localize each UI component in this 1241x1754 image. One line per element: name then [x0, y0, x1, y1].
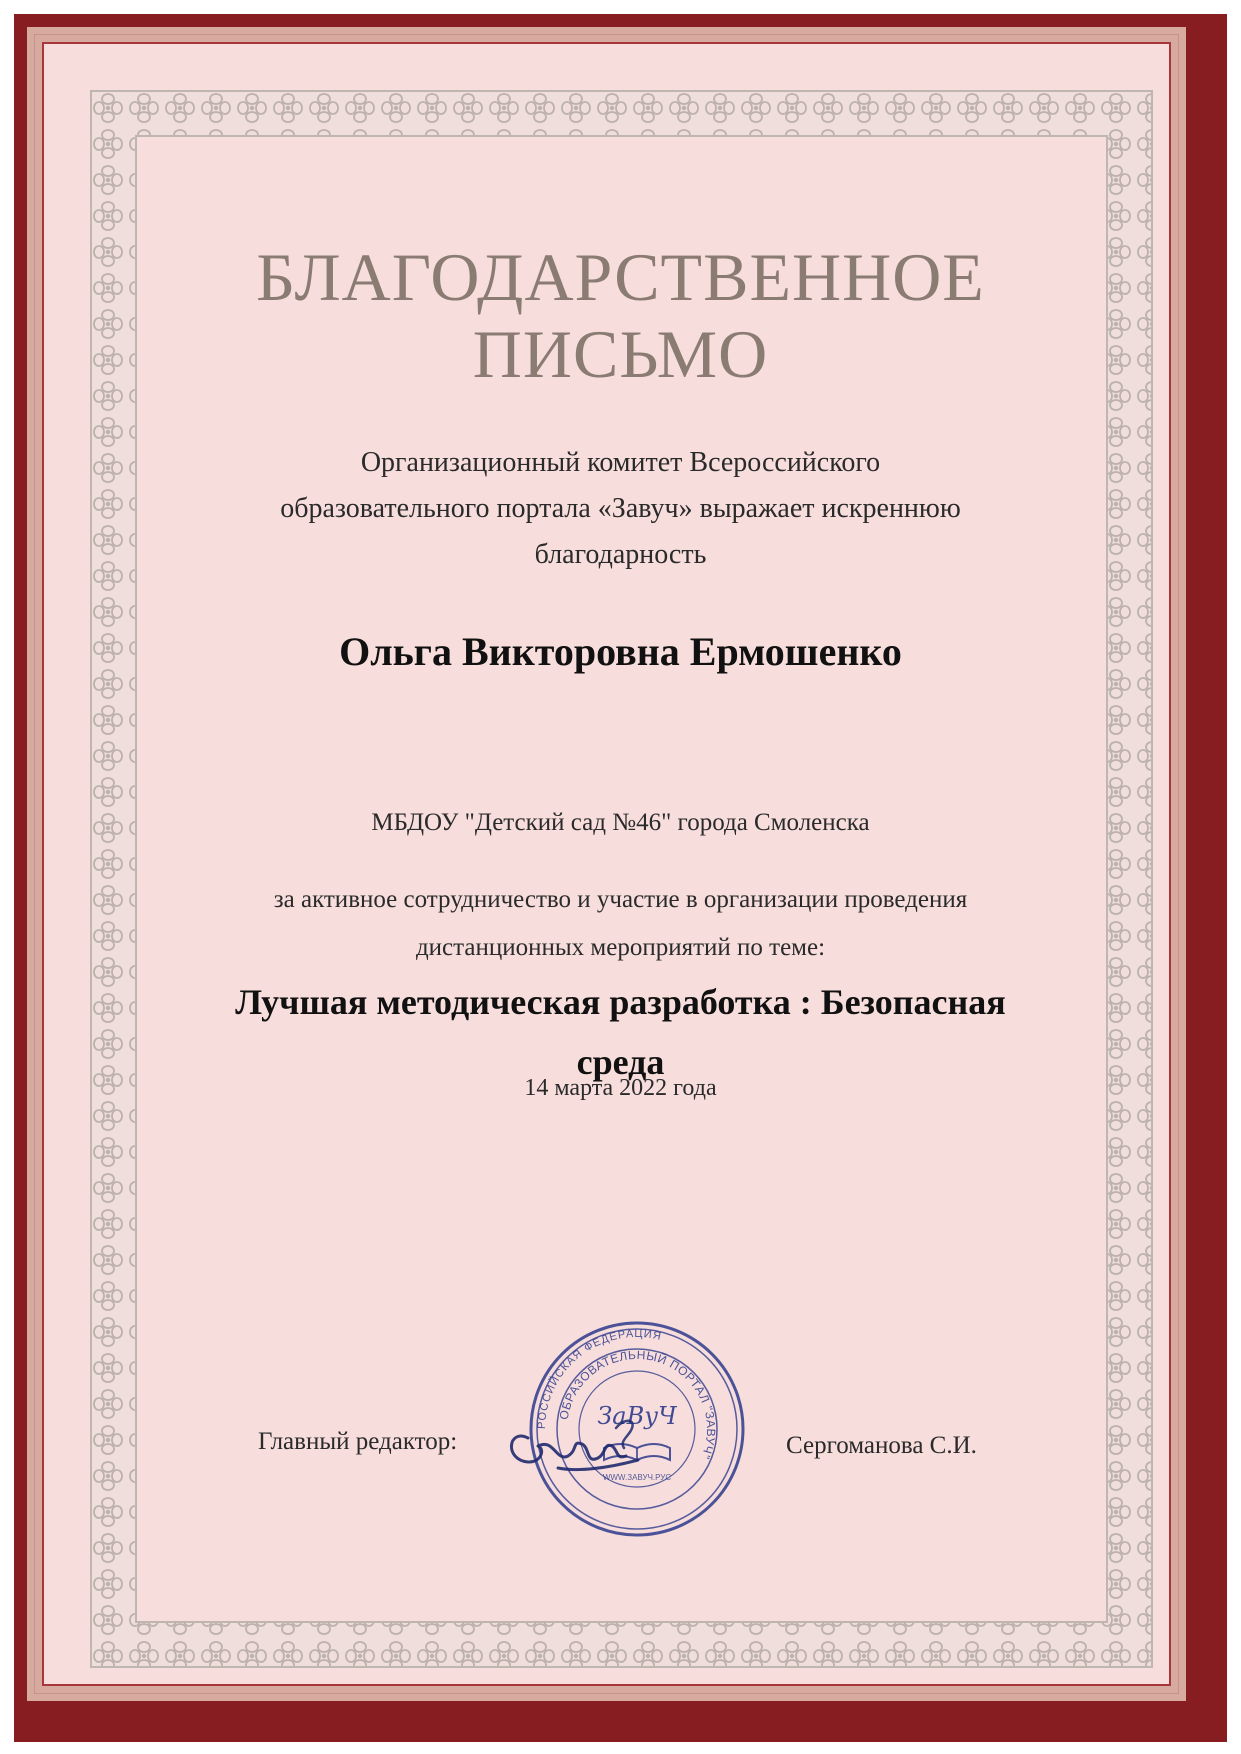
stamp-url-text: WWW.ЗАВУЧ.РУС [602, 1473, 672, 1482]
title-line-1: БЛАГОДАРСТВЕННОЕ [256, 239, 985, 315]
stamp-center-text: ЗаВуЧ [597, 1402, 677, 1430]
topic-line-2: среда [576, 1042, 665, 1082]
reason-line-2: дистанционных мероприятий по теме: [415, 934, 826, 961]
stamp-outer-text: РОССИЙСКАЯ ФЕДЕРАЦИЯ [535, 1327, 663, 1430]
signer-name: Сергоманова С.И. [786, 1432, 977, 1459]
intro-line-2: образовательного портала «Завуч» выражает искреннюю [280, 493, 961, 524]
title-line-2: ПИСЬМО [472, 316, 769, 392]
date: 14 марта 2022 года [524, 1075, 717, 1101]
recipient-name: Ольга Викторовна Ермошенко [339, 629, 902, 674]
reason-line-1: за активное сотрудничество и участие в организации проведения [273, 886, 968, 913]
topic-line-1: Лучшая методическая разработка : Безопасная [235, 982, 1006, 1022]
signature-label: Главный редактор: [258, 1428, 458, 1455]
reason-text [160, 876, 1081, 972]
intro-line-3: благодарность [534, 539, 707, 570]
stamp-inner-text: ОБРАЗОВАТЕЛЬНЫЙ ПОРТАЛ "ЗАВУЧ" [556, 1347, 719, 1462]
topic [180, 972, 1061, 1092]
handwritten-signature [498, 1398, 698, 1488]
intro-line-1: Организационный комитет Всероссийского [360, 447, 881, 478]
intro-text [160, 440, 1081, 578]
organization: МБДОУ "Детский сад №46" города Смоленска [371, 809, 870, 836]
